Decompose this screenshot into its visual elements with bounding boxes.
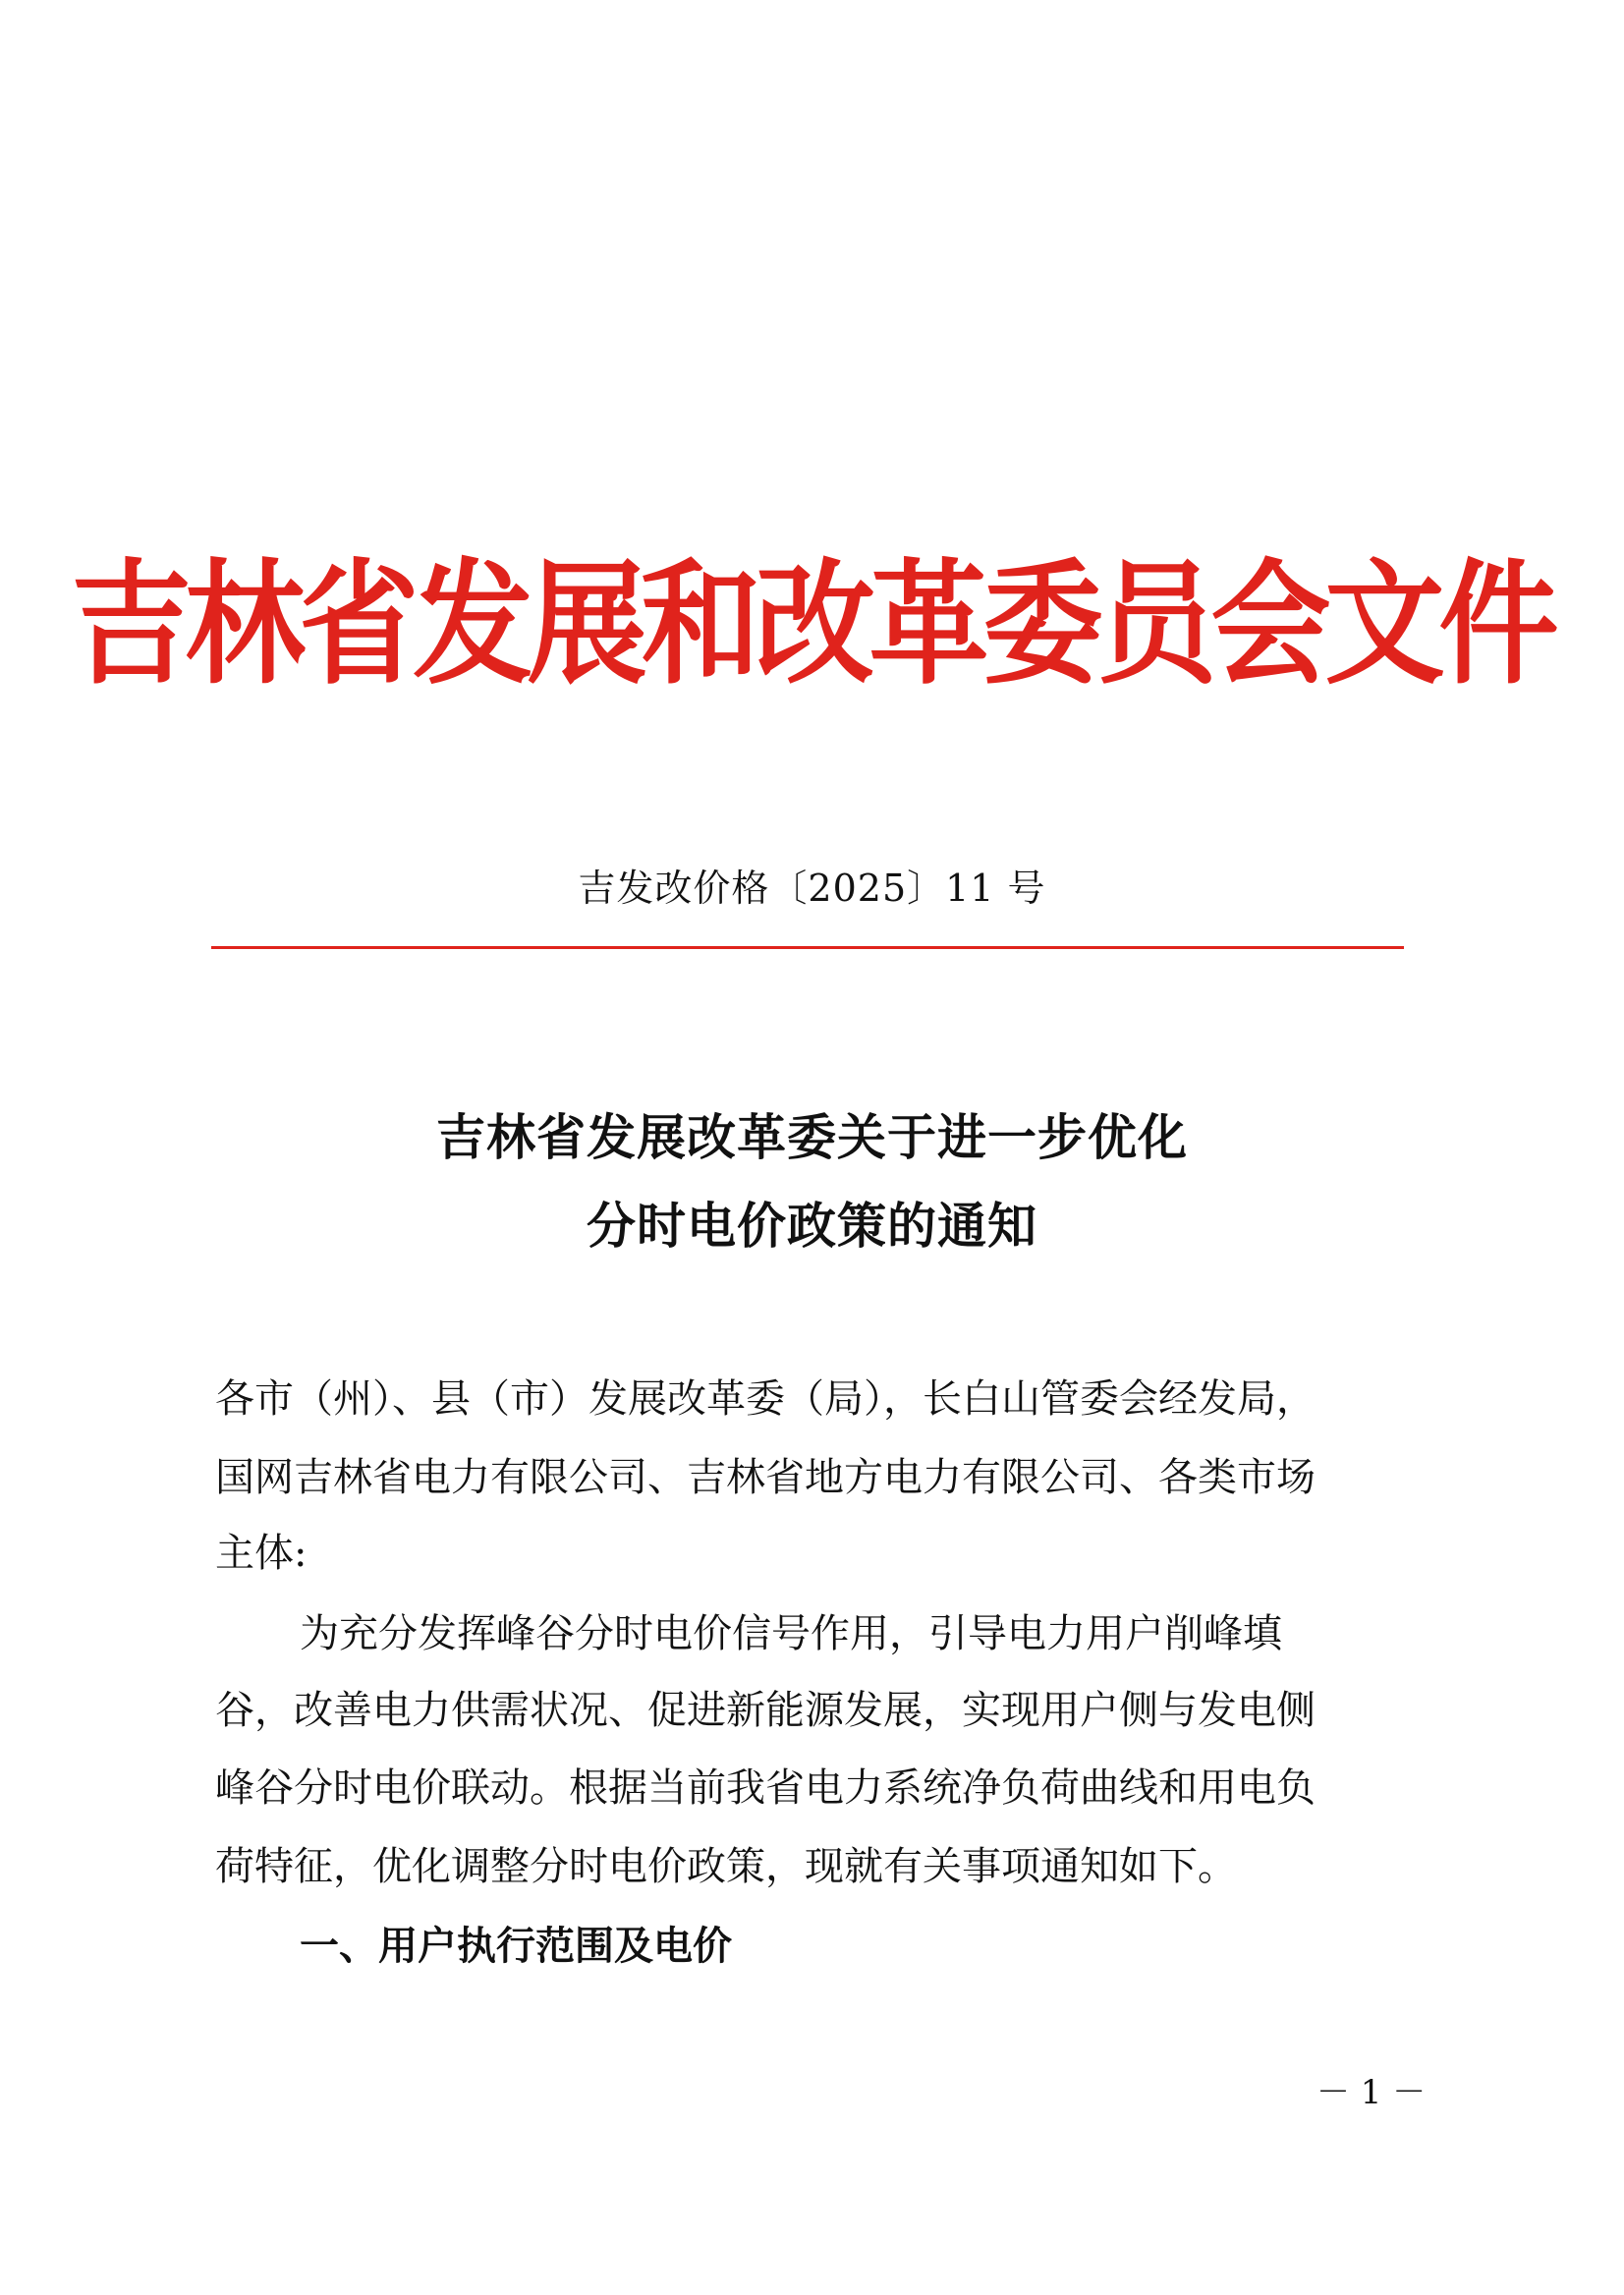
paragraph-1-line-2: 谷，改善电力供需状况、促进新能源发展，实现用户侧与发电侧 — [215, 1688, 1316, 1733]
recipients-line-3: 主体: — [215, 1531, 308, 1576]
paragraph-1-line-4: 荷特征，优化调整分时电价政策，现就有关事项通知如下。 — [215, 1844, 1237, 1889]
recipients-line-2: 国网吉林省电力有限公司、吉林省地方电力有限公司、各类市场 — [215, 1455, 1316, 1500]
notice-title-line-1: 吉林省发展改革委关于进一步优化 — [436, 1109, 1188, 1166]
paragraph-1-line-3: 峰谷分时电价联动。根据当前我省电力系统净负荷曲线和用电负 — [215, 1765, 1316, 1811]
section-1-heading: 一、用户执行范围及电价 — [300, 1924, 732, 1969]
document-number: 吉发改价格〔2025〕11 号 — [578, 867, 1046, 910]
paragraph-1-line-1: 为充分发挥峰谷分时电价信号作用，引导电力用户削峰填 — [300, 1611, 1282, 1656]
issuing-authority-title: 吉林省发展和改革委员会文件 — [71, 543, 1553, 703]
red-divider-rule — [211, 946, 1404, 949]
recipients-line-1: 各市（州）、县（市）发展改革委（局），长白山管委会经发局， — [215, 1376, 1316, 1422]
notice-title-line-2: 分时电价政策的通知 — [587, 1198, 1037, 1255]
page-number: － 1 － — [1316, 2073, 1427, 2112]
